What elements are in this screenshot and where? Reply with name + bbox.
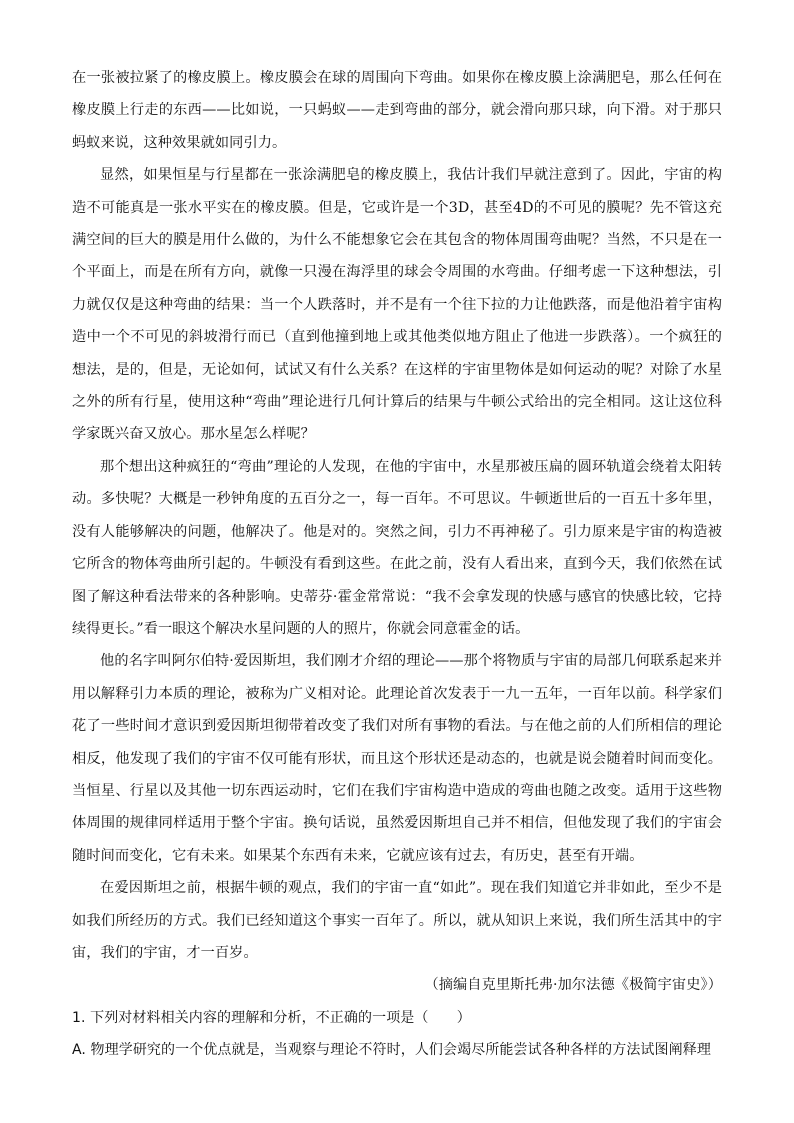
document-page xyxy=(72,62,722,1067)
article-paragraph-1: 在一张被拉紧了的橡皮膜上。橡皮膜会在球的周围向下弯曲。如果你在橡皮膜上涂满肥皂，那么任何在橡皮膜上行走的东西——比如说，一只蚂蚁——走到弯曲的部分，就会滑向那只球，向下滑。对于那只蚂蚁来说，这种效果就如同引力。 xyxy=(72,70,722,151)
article-paragraph-5: 在爱因斯坦之前，根据牛顿的观点，我们的宇宙一直“如此”。现在我们知道它并非如此，至少不是如我们所经历的方式。我们已经知道这个事实一百年了。所以，就从知识上来说，我们所生活其中的宇宙，我们的宇宙，才一百岁。 xyxy=(72,880,722,961)
article-paragraph-2: 显然，如果恒星与行星都在一张涂满肥皂的橡皮膜上，我估计我们早就注意到了。因此，宇宙的构造不可能真是一张水平实在的橡皮膜。但是，它或许是一个3D，甚至4D的不可见的膜呢？先不管这充满空间的巨大的膜是用什么做的，为什么不能想象它会在其包含的物体周围弯曲呢？当然，不只是在一个平面上，而是在所有方向，就像一只漫在海浮里的球会令周围的水弯曲。仔细考虑一下这种想法，引力就仅仅是这种弯曲的结果：当一个人跌落时，并不是有一个往下拉的力让他跌落，而是他沿着宇宙构造中一个不可见的斜坡滑行而已（直到他撞到地上或其他类似地方阻止了他进一步跌落）。一个疯狂的想法，是的，但是，无论如何，试试又有什么关系？在这样的宇宙里物体是如何运动的呢？对除了水星之外的所有行星，使用这种“弯曲”理论进行几何计算后的结果与牛顿公式给出的完全相同。这让这位科学家既兴奋又放心。那水星怎么样呢？ xyxy=(72,167,722,443)
article-source-citation: （摘编自克里斯托弗·加尔法德《极简宇宙史》） xyxy=(424,977,722,994)
article-paragraph-3: 那个想出这种疯狂的“弯曲”理论的人发现，在他的宇宙中，水星那被压扁的圆环轨道会绕着太阳转动。多快呢？大概是一秒钟角度的五百分之一，每一百年。不可思议。牛顿逝世后的一百五十多年里，没有人能够解决的问题，他解决了。他是对的。突然之间，引力不再神秘了。引力原来是宇宙的构造被它所含的物体弯曲所引起的。牛顿没有看到这些。在此之前，没有人看出来，直到今天，我们依然在试图了解这种看法带来的各种影响。史蒂芬·霍金常常说：“我不会拿发现的快感与感官的快感比较，它持续得更长。”看一眼这个解决水星问题的人的照片，你就会同意霍金的话。 xyxy=(72,458,722,637)
article-paragraph-4: 他的名字叫阿尔伯特·爱因斯坦，我们刚才介绍的理论——那个将物质与宇宙的局部几何联系起来并用以解释引力本质的理论，被称为广义相对论。此理论首次发表于一九一五年，一百年以前。科学家们花了一些时间才意识到爱因斯坦彻带着改变了我们对所有事物的看法。与在他之前的人们所相信的理论相反，他发现了我们的宇宙不仅可能有形状，而且这个形状还是动态的，也就是说会随着时间而变化。当恒星、行星以及其他一切东西运动时，它们在我们宇宙构造中造成的弯曲也随之改变。适用于这些物体周围的规律同样适用于整个宇宙。换句话说，虽然爱因斯坦自己并不相信，但他发现了我们的宇宙会随时间而变化，它有未来。如果某个东西有未来，它就应该有过去，有历史，甚至有开端。 xyxy=(72,653,722,864)
question-1-stem: 1. 下列对材料相关内容的理解和分析，不正确的一项是（ ） xyxy=(72,1009,471,1026)
question-1-option-a: A. 物理学研究的一个优点就是，当观察与理论不符时，人们会竭尽所能尝试各种各样的方法试图阐释理 xyxy=(72,1042,711,1059)
